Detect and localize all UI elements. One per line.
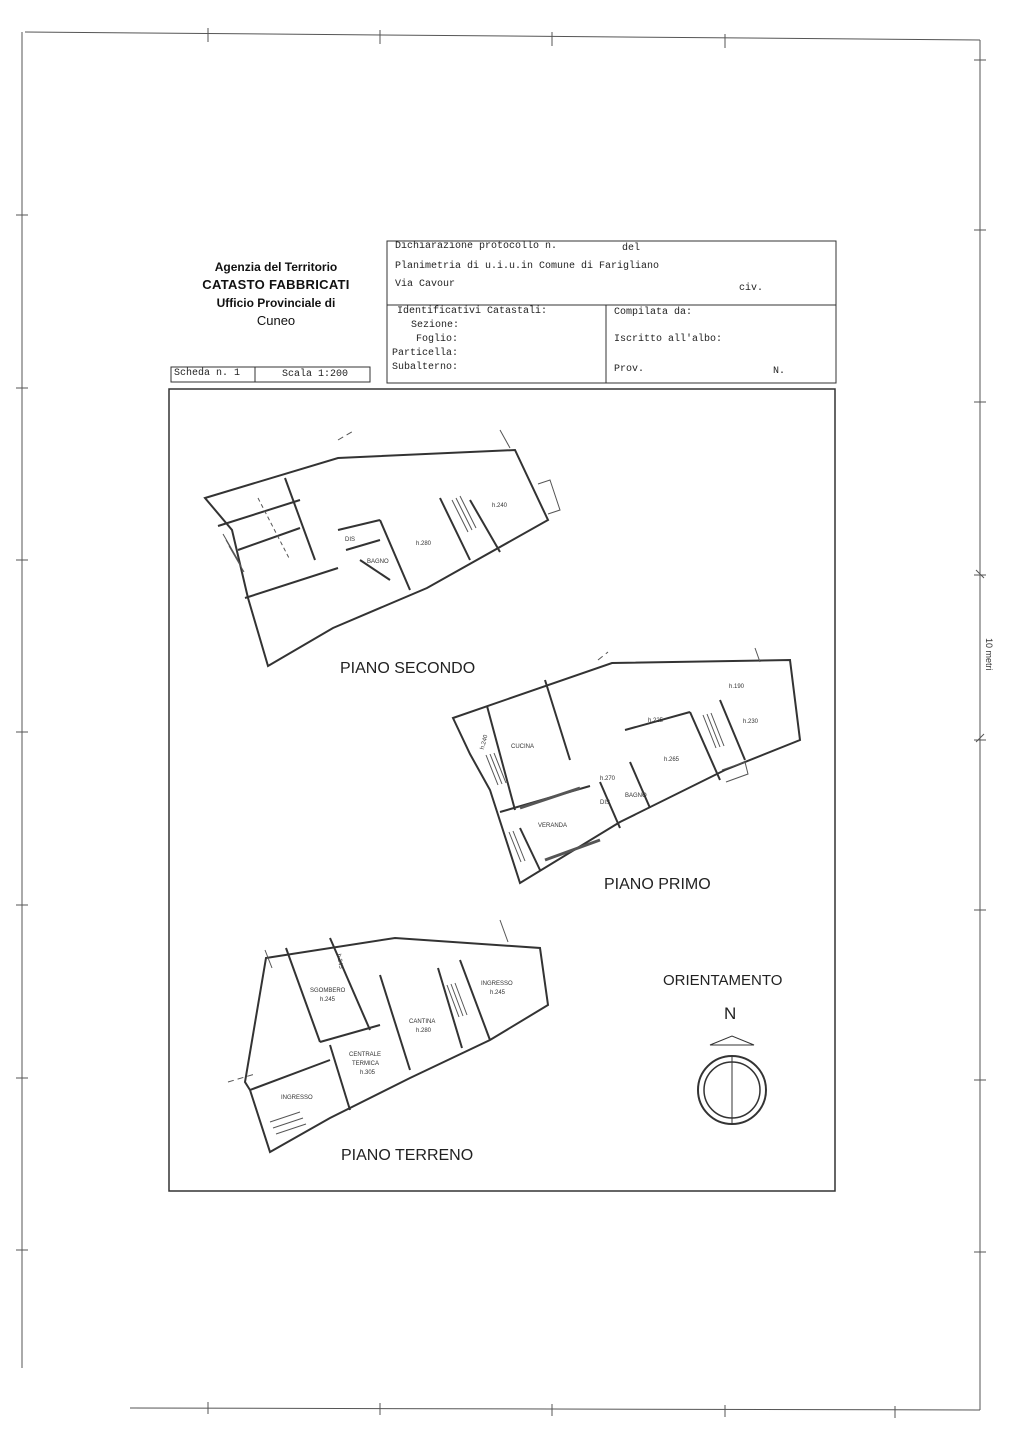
label-pri-veranda: VERANDA <box>538 823 568 829</box>
foglio-label: Foglio: <box>416 334 459 345</box>
via-label: Via Cavour <box>395 279 456 290</box>
dichiarazione-label: Dichiarazione protocollo n. <box>395 241 558 252</box>
label-sec-bagno: BAGNO <box>367 559 389 565</box>
label-sec-h280: h.280 <box>416 541 432 547</box>
label-pri-dis: DIS <box>600 800 611 806</box>
title-piano-secondo: PIANO SECONDO <box>340 660 476 677</box>
office-city: Cuneo <box>256 313 296 328</box>
scala-label: Scala 1:200 <box>282 369 349 380</box>
particella-label: Particella: <box>392 348 459 359</box>
office-label: Ufficio Provinciale di <box>216 296 336 310</box>
label-pri-h240: h.240 <box>479 734 490 751</box>
label-pri-h230: h.230 <box>743 719 759 725</box>
plan-piano-terreno <box>245 938 548 1152</box>
civ-label: civ. <box>739 283 764 294</box>
label-pri-h265: h.265 <box>664 757 680 763</box>
north-label: N <box>724 1004 737 1023</box>
label-ter-ingresso1: INGRESSO <box>481 981 513 987</box>
iscritto-label: Iscritto all'albo: <box>614 334 723 345</box>
compilata-label: Compilata da: <box>614 307 693 318</box>
label-pri-bagno: BAGNO <box>625 793 647 799</box>
label-ter-centrale: CENTRALE <box>349 1052 382 1058</box>
title-piano-primo: PIANO PRIMO <box>604 876 711 893</box>
compass-icon <box>698 1036 766 1124</box>
label-pri-h225: h.225 <box>648 718 664 724</box>
label-ter-ingresso2: INGRESSO <box>281 1095 313 1101</box>
plan-piano-secondo <box>205 450 548 666</box>
prov-label: Prov. <box>614 364 645 375</box>
scheda-label: Scheda n. 1 <box>174 368 241 379</box>
label-pri-h190: h.190 <box>729 684 745 690</box>
label-ter-sgombero-h2: h.245 <box>334 953 344 970</box>
label-ter-cantina-h: h.280 <box>416 1028 432 1034</box>
label-ter-cantina: CANTINA <box>409 1019 436 1025</box>
orientation-title: ORIENTAMENTO <box>663 972 783 989</box>
label-sec-dis: DIS <box>345 537 356 543</box>
label-sec-h240: h.240 <box>492 503 508 509</box>
del-label: del <box>622 243 641 254</box>
catasto-title: CATASTO FABBRICATI <box>202 277 350 292</box>
label-ter-centrale-h: h.305 <box>360 1070 376 1076</box>
label-ter-sgombero: SGOMBERO <box>310 988 346 994</box>
label-pri-h270: h.270 <box>600 776 616 782</box>
plan-piano-primo <box>453 660 800 883</box>
title-piano-terreno: PIANO TERRENO <box>341 1147 474 1164</box>
sezione-label: Sezione: <box>411 320 460 331</box>
label-ter-ingresso1-h: h.245 <box>490 990 506 996</box>
subalterno-label: Subalterno: <box>392 362 459 373</box>
identificativi-label: Identificativi Catastali: <box>397 306 548 317</box>
label-ter-sgombero-h: h.245 <box>320 997 336 1003</box>
label-pri-cucina: CUCINA <box>511 744 535 750</box>
planimetria-label: Planimetria di u.i.u.in Comune di Farigliano <box>395 261 660 272</box>
agency-name: Agenzia del Territorio <box>214 260 338 274</box>
n-label: N. <box>773 366 786 377</box>
scale-bar-label: 10 metri <box>984 638 994 671</box>
label-ter-termica: TERMICA <box>352 1061 379 1067</box>
